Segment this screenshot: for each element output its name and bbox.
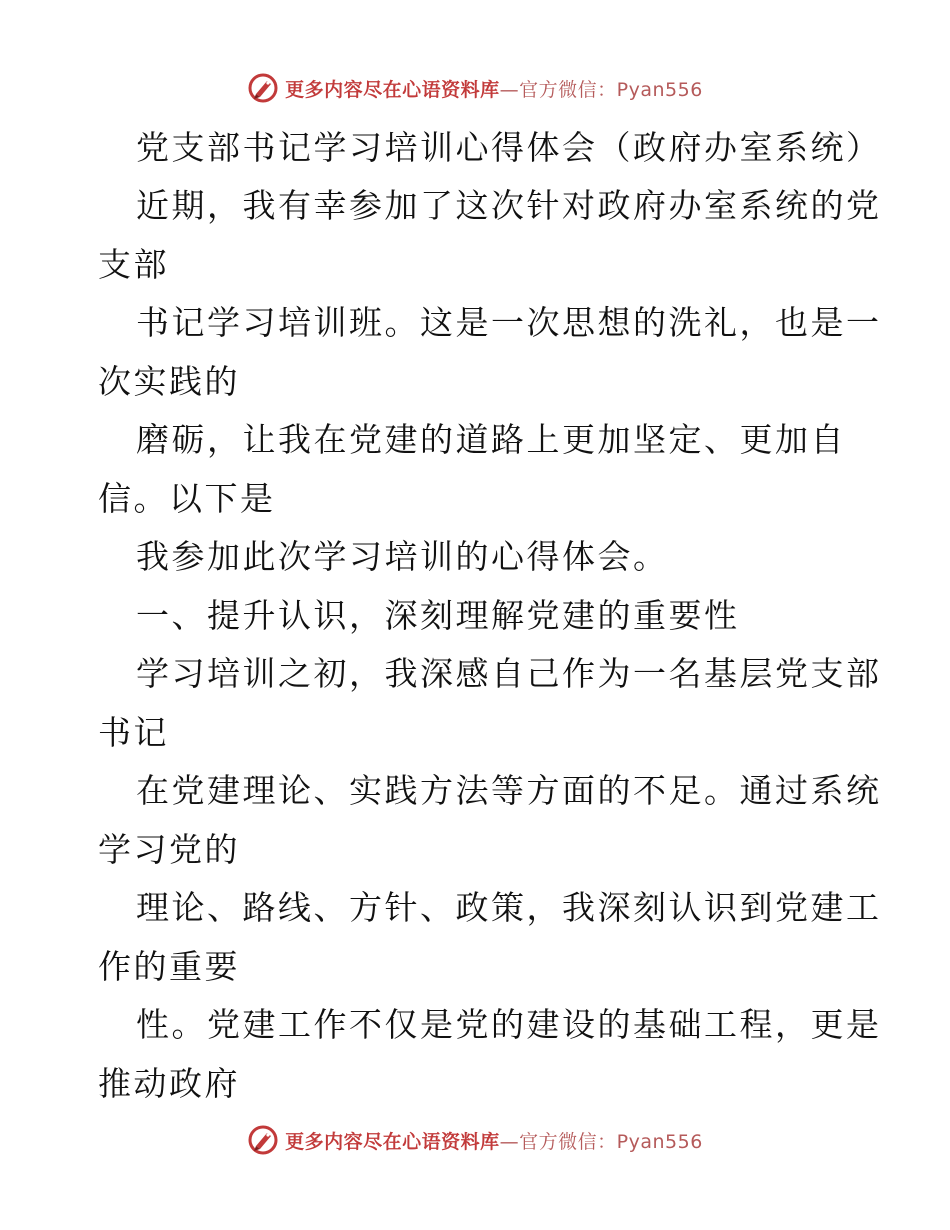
banner-sub-text: —官方微信：Pyan556 <box>499 78 703 101</box>
doc-line: 我参加此次学习培训的心得体会。 <box>136 537 669 576</box>
banner-text <box>285 1127 703 1154</box>
doc-title: 党支部书记学习培训心得体会（政府办室系统） <box>136 128 882 167</box>
doc-line: 学习党的 <box>98 830 240 869</box>
doc-line: 信。以下是 <box>98 479 276 518</box>
doc-line: 支部 <box>98 245 169 284</box>
doc-line: 磨砺，让我在党建的道路上更加坚定、更加自 <box>136 420 846 459</box>
doc-line: 作的重要 <box>98 947 240 986</box>
banner-main-text: 更多内容尽在心语资料库 <box>285 1130 500 1153</box>
doc-heading: 一、提升认识，深刻理解党建的重要性 <box>136 596 740 635</box>
doc-line: 学习培训之初，我深感自己作为一名基层党支部 <box>136 654 882 693</box>
doc-line: 次实践的 <box>98 362 240 401</box>
doc-line: 在党建理论、实践方法等方面的不足。通过系统 <box>136 771 882 810</box>
doc-line: 理论、路线、方针、政策，我深刻认识到党建工 <box>136 888 882 927</box>
doc-line: 书记 <box>98 713 169 752</box>
doc-line: 推动政府 <box>98 1064 240 1103</box>
doc-line: 性。党建工作不仅是党的建设的基础工程，更是 <box>136 1005 882 1044</box>
footer-banner <box>0 1124 950 1156</box>
doc-line: 书记学习培训班。这是一次思想的洗礼，也是一 <box>136 303 882 342</box>
banner-main-text: 更多内容尽在心语资料库 <box>285 78 500 101</box>
pen-seal-icon <box>247 1124 279 1156</box>
banner-text <box>285 75 703 102</box>
banner-sub-text: —官方微信：Pyan556 <box>499 1130 703 1153</box>
doc-line: 近期，我有幸参加了这次针对政府办室系统的党 <box>136 186 882 225</box>
header-banner <box>0 72 950 104</box>
pen-seal-icon <box>247 72 279 104</box>
